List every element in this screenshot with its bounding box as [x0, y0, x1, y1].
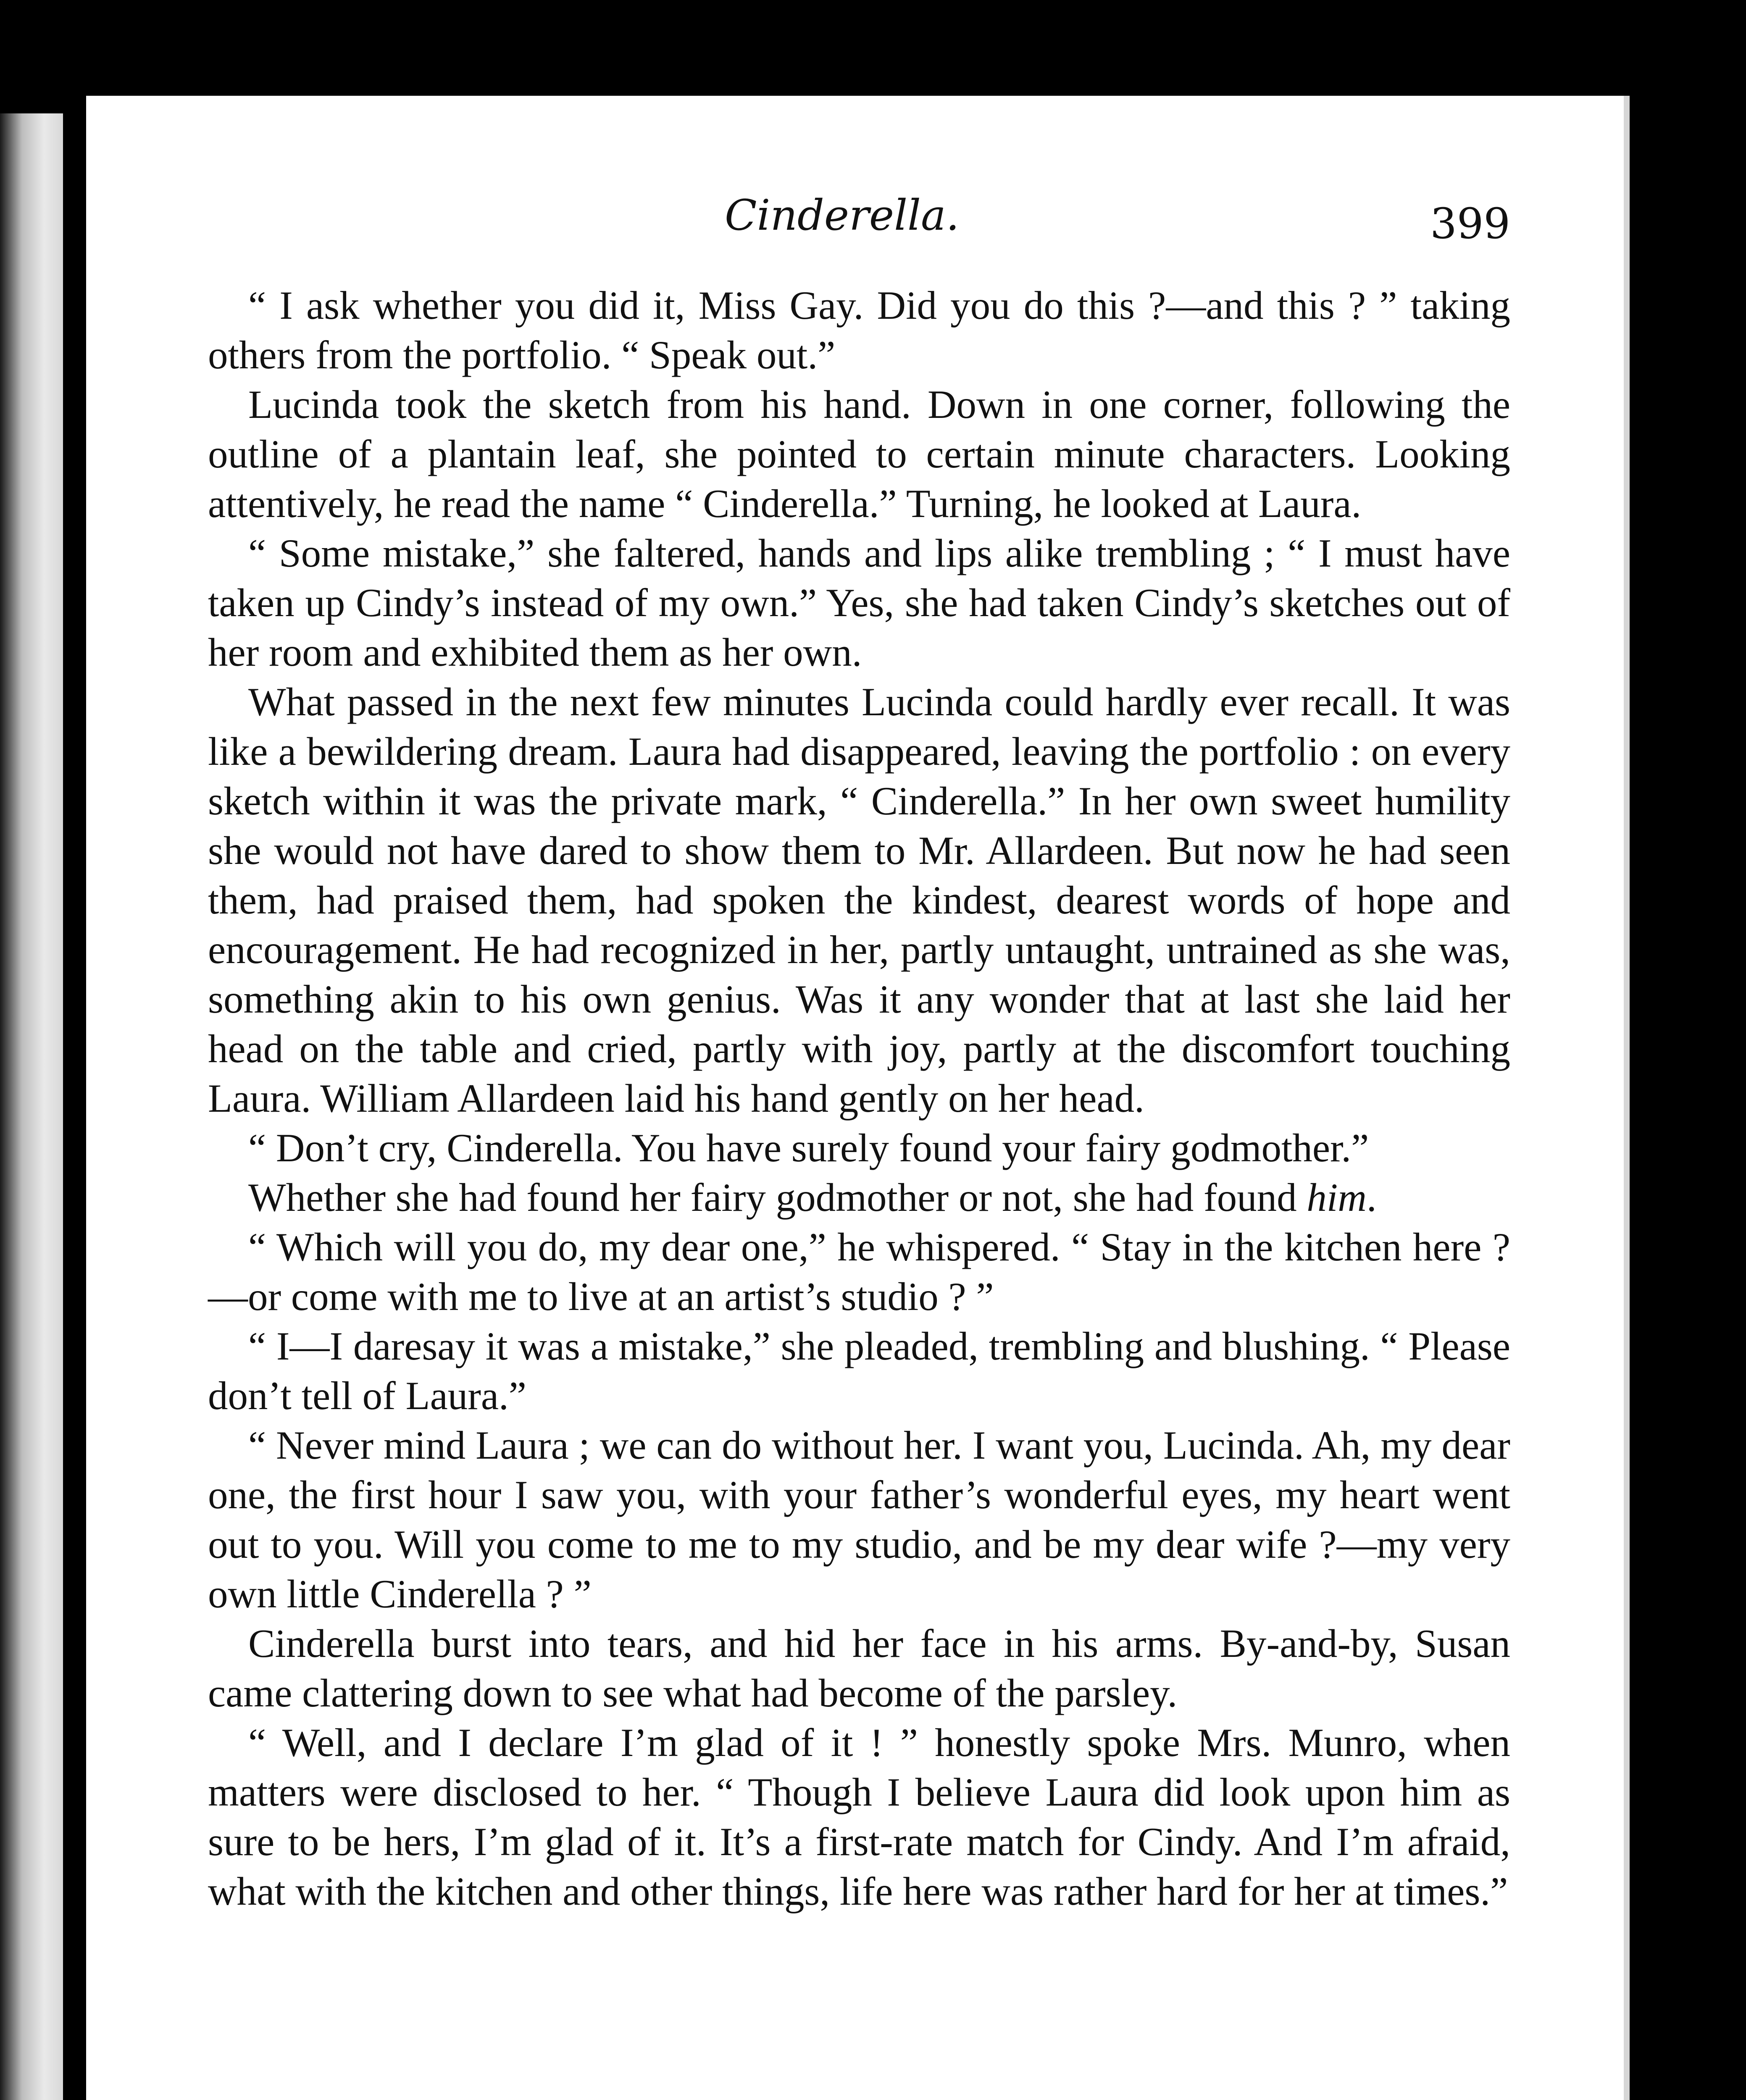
- paragraph: “ Some mistake,” she faltered, hands and lips alike trembling ; “ I must have taken up Cindy’s instead of my own.” Yes, she had taken Cindy’s sketches out of her room and exhibited them as her own.: [208, 531, 1510, 675]
- page-number: 399: [1430, 199, 1510, 248]
- book-page: [86, 96, 1630, 2100]
- paragraph: What passed in the next few minutes Lucinda could hardly ever recall. It was like a bewildering dream. Laura had disappeared, leaving the portfolio : on every sketch within it was the private mark, “ Cinderella.” In her own sweet humility she would not have dared to show them to Mr. Allardeen. But now he had seen them, had praised them, had spoken the kindest, dearest words of hope and encouragement. He had recognized in her, partly untaught, untrained as she was, something akin to his own genius. Was it any wonder that at last she laid her head on the table and cried, partly with joy, partly at the discomfort touching Laura. William Allardeen laid his hand gently on her head.: [208, 680, 1510, 1121]
- paragraph: “ Never mind Laura ; we can do without her. I want you, Lucinda. Ah, my dear one, the first hour I saw you, with your father’s wonderful eyes, my heart went out to you. Will you come to me to my studio, and be my dear wife ?—my very own little Cinderella ? ”: [208, 1423, 1510, 1616]
- body-text: [208, 281, 1510, 1916]
- paragraph: “ I—I daresay it was a mistake,” she pleaded, trembling and blushing. “ Please don’t tell of Laura.”: [208, 1324, 1510, 1418]
- paragraph-text: .: [1366, 1175, 1377, 1220]
- previous-page-edge: [0, 113, 63, 2100]
- emphasized-word: him: [1307, 1175, 1367, 1220]
- paragraph: “ Don’t cry, Cinderella. You have surely found your fairy godmother.”: [248, 1126, 1369, 1170]
- running-head: [86, 184, 1624, 247]
- paragraph: Cinderella burst into tears, and hid her face in his arms. By-and-by, Susan came clattering down to see what had become of the parsley.: [208, 1621, 1510, 1715]
- paragraph-text: Whether she had found her fairy godmother or not, she had found: [248, 1175, 1307, 1220]
- paragraph: “ Which will you do, my dear one,” he whispered. “ Stay in the kitchen here ?—or come with me to live at an artist’s studio ? ”: [208, 1225, 1510, 1319]
- paragraph: “ I ask whether you did it, Miss Gay. Did you do this ?—and this ? ” taking others from the portfolio. “ Speak out.”: [208, 283, 1510, 377]
- paragraph: Lucinda took the sketch from his hand. Down in one corner, following the outline of a plantain leaf, she pointed to certain minute characters. Looking attentively, he read the name “ Cinderella.” Turning, he looked at Laura.: [208, 382, 1510, 526]
- paragraph: “ Well, and I declare I’m glad of it ! ” honestly spoke Mrs. Munro, when matters were disclosed to her. “ Though I believe Laura did look upon him as sure to be hers, I’m glad of it. It’s a first-rate match for Cindy. And I’m afraid, what with the kitchen and other things, life here was rather hard for her at times.”: [208, 1720, 1510, 1914]
- running-title: Cinderella.: [725, 191, 960, 240]
- paragraph: [208, 1173, 1510, 1222]
